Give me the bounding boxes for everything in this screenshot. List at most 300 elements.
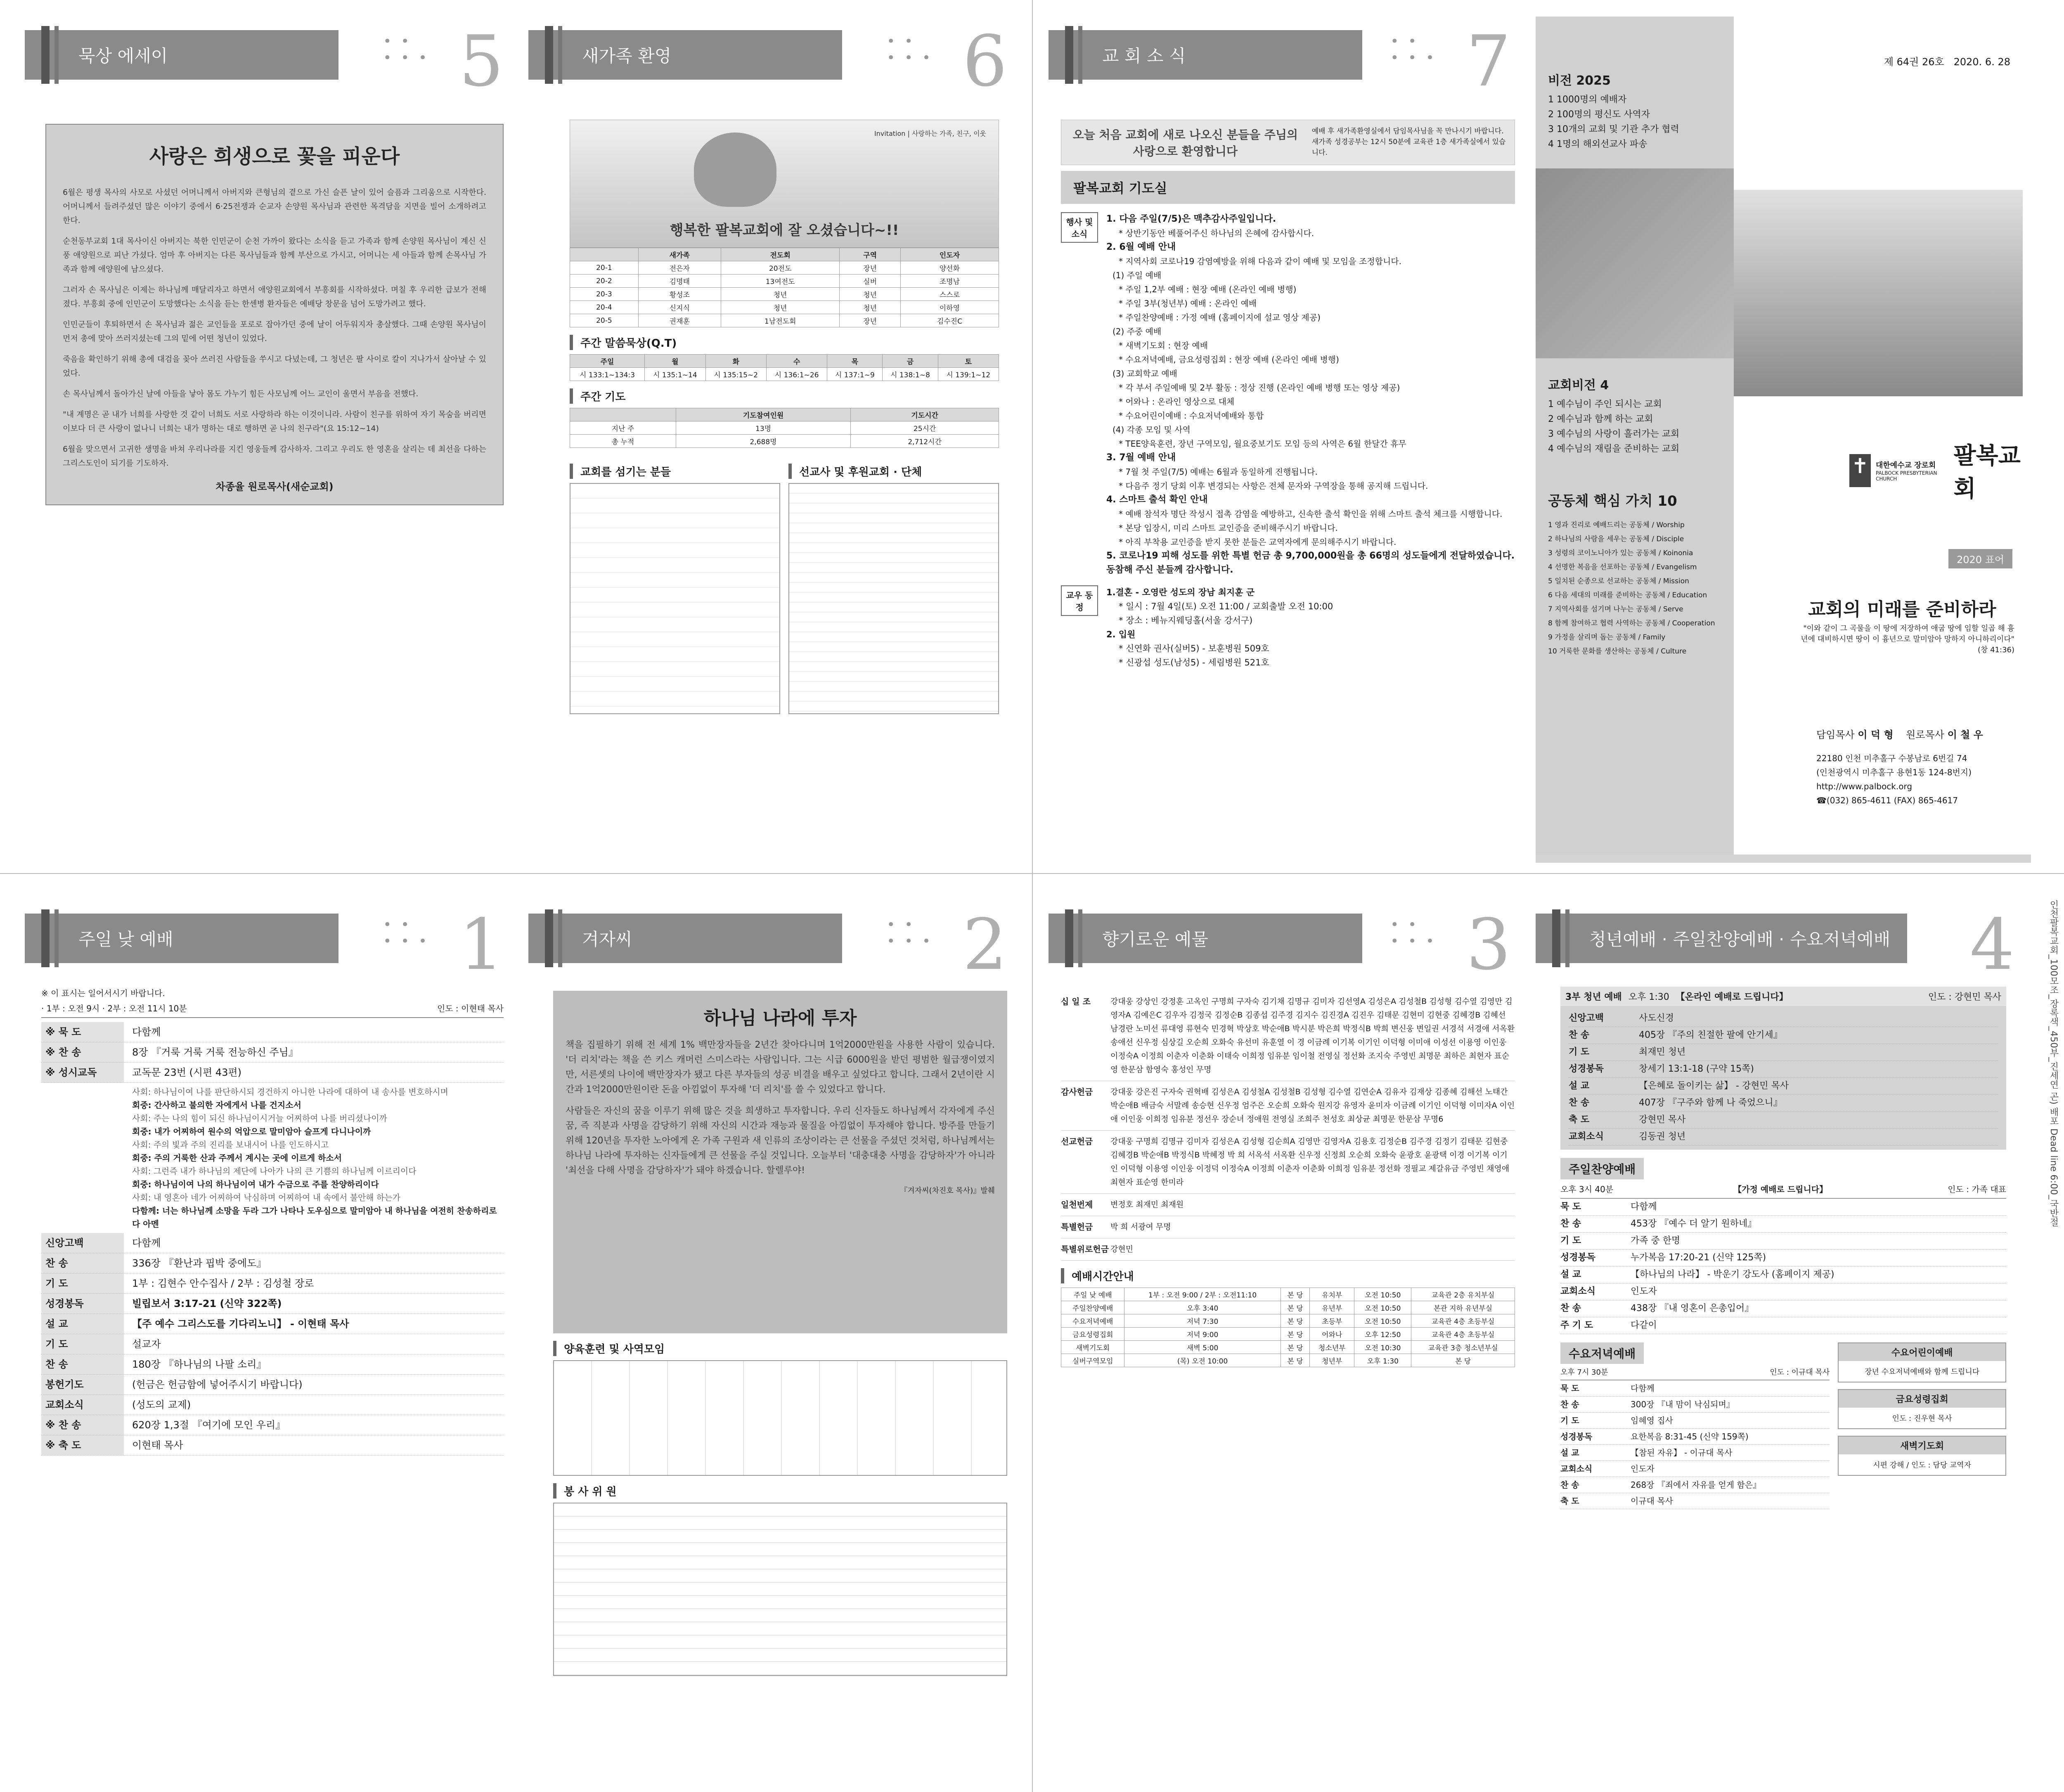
order-value: 【참된 자유】 - 이규대 목사 — [1631, 1448, 1733, 1458]
offering-names: 강대웅 강은진 구자숙 권혁배 김성은A 김성철A 김성철B 김성형 김수열 김연순A 김유자 김재상 김종혜 김해선 노태간 박순애B 배금숙 서말례 송승현 신우정 엄주은 오순희 오화숙 원지강 유영자 윤미자 이금례 이기인 이덕형 이미자A 이인애 이인웅 이희정 임유분 정선우 장순녀 정애원 전영실 조희주 천성호 최상균 최명문 한문삼 무명6 — [1110, 1087, 1515, 1124]
order-label: 기 도 — [41, 1334, 124, 1354]
schedule-cell: 본 당 — [1281, 1354, 1309, 1367]
side-service-detail: 인도 : 진우현 목사 — [1892, 1414, 1952, 1423]
service-committee-title: 봉 사 위 원 — [553, 1483, 1007, 1498]
schedule-cell: 본관 지하 유년부실 — [1411, 1301, 1515, 1314]
schedule-cell: 오전 10:50 — [1354, 1288, 1411, 1301]
church-building-photo — [1734, 190, 2023, 396]
church-vision-item: 4 예수님의 재림을 준비하는 교회 — [1548, 444, 1680, 454]
responsive-line: 사회: 그런즉 내가 하나님의 제단에 나아가 나의 큰 기쁨의 하나님께 이르리이다 — [132, 1166, 417, 1176]
order-label: ※ 성시교독 — [41, 1063, 124, 1082]
newcomer-header-cell: 전도회 — [721, 248, 840, 261]
prayer-table — [570, 408, 999, 448]
value-item: 1 영과 진리로 예배드리는 공동체 / Worship — [1548, 521, 1685, 529]
schedule-cell: 오전 10:50 — [1354, 1301, 1411, 1314]
prayer-header-cell — [570, 408, 676, 421]
side-service-box — [1838, 1342, 2006, 1382]
motto: 교회의 미래를 준비하라 — [1808, 599, 1996, 620]
offering-category: 특별헌금 — [1061, 1222, 1093, 1232]
order-value: 268장 『죄에서 자유를 얻게 함은』 — [1631, 1480, 1761, 1490]
order-value: 가족 중 한명 — [1631, 1236, 1681, 1246]
prayer-row — [570, 435, 999, 448]
welcome-banner — [1061, 120, 1515, 165]
page-number: 6 — [962, 21, 1007, 102]
decor-dots: • • • • • — [1390, 33, 1437, 66]
order-label: 설 교 — [41, 1314, 124, 1334]
order-row — [1569, 1061, 1998, 1078]
newcomer-cell: 청년 — [721, 301, 840, 314]
order-value: 1부 : 김현수 안수집사 / 2부 : 김성철 장로 — [132, 1278, 314, 1289]
order-row — [1560, 1397, 1830, 1413]
tab-title: 청년예배 · 주일찬양예배 · 수요저녁예배 — [1589, 929, 1891, 949]
page-tab — [1049, 914, 1362, 963]
values-title: 공동체 핵심 가치 10 — [1548, 493, 1677, 509]
news-item: (2) 주중 예배 — [1112, 327, 1162, 336]
schedule-cell: 본 당 — [1281, 1328, 1309, 1341]
welcome-note: 예배 후 새가족환영실에서 담임목사님을 꼭 만나시기 바랍니다. — [1311, 127, 1504, 135]
order-row — [1569, 1078, 1998, 1095]
prayer-room-banner — [1061, 171, 1515, 204]
newcomer-row — [570, 314, 999, 327]
website-link[interactable]: http://www.palbock.org — [1816, 781, 1913, 791]
order-row — [1569, 1129, 1998, 1146]
order-value: 【주 예수 그리스도를 기다리노니】 - 이현태 목사 — [132, 1318, 349, 1330]
order-label: 찬 송 — [1560, 1219, 1581, 1229]
church-vision-list — [1548, 397, 1721, 457]
newcomer-cell: 전은자 — [638, 261, 721, 275]
schedule-cell: 어와나 — [1310, 1328, 1354, 1341]
responsive-line: 회중: 주의 거룩한 산과 주께서 계시는 곳에 이르게 하소서 — [132, 1153, 342, 1163]
wed-time: 오후 7시 30분 — [1560, 1368, 1608, 1377]
schedule-cell: 본 당 — [1281, 1341, 1309, 1354]
offering-list — [1061, 991, 1515, 1261]
newcomer-cell: 청년 — [840, 301, 900, 314]
value-item: 8 함께 참여하고 협력 사역하는 공동체 / Cooperation — [1548, 619, 1715, 627]
news-item: * 다음주 정기 당회 이후 변경되는 사항은 전체 문자와 구역장을 통해 공지해 드립니다. — [1119, 481, 1428, 491]
church-vision-title: 교회비전 4 — [1548, 378, 1609, 393]
newcomer-cell: 김수진C — [900, 314, 999, 327]
print-margin-note: 인천팔복교회_100모조_장록색_450부_진세연 곤) 배포 Dead line 6:00_국반절 — [2048, 900, 2059, 1227]
order-row — [1560, 1199, 2006, 1216]
column-source: 『겨자씨(차진호 목사)』발췌 — [900, 1186, 995, 1195]
order-row — [41, 1375, 504, 1395]
qt-cell: 시 135:15~2 — [705, 368, 766, 381]
schedule-cell: 주일 낮 예배 — [1061, 1288, 1124, 1301]
pastor-name: 이 덕 형 — [1858, 729, 1894, 741]
newcomer-row — [570, 275, 999, 288]
address: 22180 인천 미추홀구 수봉남로 6번길 74 — [1816, 753, 1967, 763]
schedule-row — [1061, 1341, 1515, 1354]
year-label: 2020 표어 — [1948, 549, 2012, 568]
offering-category: 감사헌금 — [1061, 1087, 1093, 1097]
newcomer-cell: 김명태 — [638, 275, 721, 288]
order-value: 453장 『예수 더 알기 원하네』 — [1631, 1219, 1757, 1229]
newcomer-cell: 20-5 — [570, 314, 639, 327]
offering-row — [1061, 1216, 1515, 1238]
church-vision-item: 2 예수님과 함께 하는 교회 — [1548, 414, 1653, 424]
welcome-text: 행복한 팔복교회에 잘 오셨습니다~!! — [670, 222, 899, 239]
pastor-label: 담임목사 — [1816, 729, 1855, 741]
elder-name: 이 철 우 — [1947, 729, 1983, 741]
qt-table — [570, 354, 999, 381]
page-number: 1 — [459, 904, 504, 986]
schedule-title: 예배시간안내 — [1061, 1268, 1515, 1283]
missions-table — [788, 483, 999, 714]
order-value: 김동권 청년 — [1639, 1132, 1686, 1142]
church-name-en: PALBOCK PRESBYTERIAN CHURCH — [1875, 470, 1937, 482]
essay-paragraph: 6월을 맞으면서 고귀한 생명을 바쳐 우리나라를 지킨 영웅들께 감사하자. 그리고 우리도 한 영혼을 살리는 데 최선을 다하는 그리스도인이 되기를 기도하자. — [63, 445, 486, 468]
fold-line-vertical — [1032, 0, 1033, 1792]
church-vision-item: 1 예수님이 주인 되시는 교회 — [1548, 399, 1662, 410]
offering-row — [1061, 991, 1515, 1081]
vision-title: 비전 2025 — [1548, 73, 1611, 88]
newcomer-cell: 이하영 — [900, 301, 999, 314]
essay-title: 사랑은 희생으로 꽃을 피운다 — [149, 145, 400, 168]
offering-names: 강대웅 강상인 강정훈 고옥인 구명희 구자숙 김기채 김명규 김미자 김선영A 김성은A 김성철B 김성형 김수열 김영만 김영자A 김예은C 김우자 김정국 김정순B 김종섭 김주경 김지수 김진경A 김진우 김태문 김현미 김현중 김혜경B 김혜선 남경란 노미선 류대영 류현숙 민경혁 박상호 박순애B 박시분 박은희 박정식B 박희 변신웅 변일권 서경석 서경애 서옥환 송애선 신우정 심상길 오순희 오화숙 유선미 유훈열 이 경 이금례 이기복 이기인 이덕형 이미애 이성선 이용영 이인웅 이정숙A 이정희 이춘자 이춘화 이태숙 이희정 임유분 임이철 전영실 정선화 조지숙 주영빈 최명문 최하은 최현자 표순영 한문삼 함영숙 홍성인 무명 — [1110, 997, 1515, 1074]
denomination: 대한예수교 장로회 — [1875, 461, 1936, 470]
order-label: 기 도 — [41, 1274, 124, 1293]
order-label: 성경봉독 — [1560, 1252, 1596, 1263]
essay-paragraph: 손 목사님께서 돌아가신 날에 아들을 낳아 몸도 가누기 힘든 사모님께 어느 교인이 울면서 부음을 전했다. — [63, 389, 419, 398]
qt-header-cell: 수 — [766, 355, 827, 368]
schedule-row — [1061, 1314, 1515, 1328]
order-label: 기 도 — [1560, 1236, 1581, 1246]
issue-number: 제 64권 26호 — [1884, 56, 1944, 68]
news-item: * 상반기동안 베풀어주신 하나님의 은혜에 감사합시다. — [1119, 228, 1314, 238]
responsive-line: 다함께: 너는 하나님께 소망을 두라 그가 나타나 도우심으로 말미암아 내 하나님을 여전히 찬송하리로다 아멘 — [132, 1206, 497, 1229]
essay-paragraph: 순천동부교회 1대 목사이신 아버지는 북한 인민군이 순천 가까이 왔다는 소식을 듣고 가족과 함께 손양원 목사님이 계신 신풍 애양원으로 피난 가셨다. 엄마 후 아버지는 다른 목사님들과 함께 부산으로 가시고, 어머니는 세 아들과 함께 손목사님 가족과 함께 애양원에 남으셨다. — [63, 237, 486, 274]
order-row — [1569, 1044, 1998, 1061]
order-row — [41, 1415, 504, 1435]
news-item: 2. 6월 예배 안내 — [1106, 242, 1176, 252]
order-label: 성경봉독 — [1560, 1432, 1593, 1442]
order-label: 성경봉독 — [1569, 1064, 1604, 1074]
side-service-title: 금요성령집회 — [1839, 1390, 2005, 1408]
tab-title: 새가족 환영 — [582, 45, 672, 66]
welcome-banner — [570, 120, 999, 248]
prayer-header-cell: 기도시간 — [851, 408, 999, 421]
praise-leader: 인도 : 가족 대표 — [1948, 1184, 2006, 1194]
elder-label: 원로목사 — [1906, 729, 1944, 741]
schedule-cell: 금요성령집회 — [1061, 1328, 1124, 1341]
order-label: 묵 도 — [1560, 1202, 1581, 1212]
newcomer-header-cell — [570, 248, 639, 261]
order-label: 묵 도 — [1560, 1383, 1579, 1393]
order-row — [1569, 1027, 1998, 1044]
offering-category: 선교헌금 — [1061, 1136, 1093, 1146]
order-value: 다함께 — [1631, 1383, 1655, 1393]
vision-item: 1 1000명의 예배자 — [1548, 95, 1627, 105]
offering-category: 십 일 조 — [1061, 997, 1091, 1006]
newcomer-cell: 20-4 — [570, 301, 639, 314]
order-row — [1560, 1493, 1830, 1509]
schedule-cell: 유년부 — [1310, 1301, 1354, 1314]
qt-header-cell: 토 — [938, 355, 999, 368]
tab-title: 묵상 에세이 — [78, 45, 168, 66]
order-row — [1569, 1112, 1998, 1129]
wed-leader: 인도 : 이규대 목사 — [1770, 1368, 1830, 1377]
side-service-title: 새벽기도회 — [1839, 1437, 2005, 1454]
qt-cell: 시 133:1~134:3 — [570, 368, 645, 381]
side-services — [1838, 1342, 2006, 1509]
schedule-cell: 청소년부 — [1310, 1341, 1354, 1354]
news-item: * 주일찬양예배 : 가정 예배 (홈페이지에 설교 영상 제공) — [1119, 312, 1321, 322]
side-service-title: 수요어린이예배 — [1839, 1343, 2005, 1361]
qt-header-cell: 주일 — [570, 355, 645, 368]
schedule-cell: 본 당 — [1281, 1314, 1309, 1328]
schedule-cell: 교육관 3층 청소년부실 — [1411, 1341, 1515, 1354]
page-2 — [528, 900, 1024, 1746]
schedule-cell: 오후 3:40 — [1124, 1301, 1281, 1314]
prayer-cell: 13명 — [676, 421, 850, 435]
value-item: 9 가정을 살리며 돕는 공동체 / Family — [1548, 633, 1666, 642]
order-row — [41, 1022, 504, 1042]
side-service-detail: 장년 수요저녁예배와 함께 드립니다 — [1865, 1368, 1980, 1376]
order-value: 【하나님의 나라】 - 박운기 강도사 (홈페이지 제공) — [1631, 1269, 1834, 1280]
offering-row — [1061, 1194, 1515, 1216]
people-item: 1.결혼 - 오영란 성도의 장남 최지훈 군 — [1106, 587, 1255, 597]
responsive-line: 회중: 내가 어찌하여 원수의 억압으로 말미암아 슬프게 다니나이까 — [132, 1127, 371, 1136]
news-item: * 새벽기도회 : 현장 예배 — [1119, 341, 1208, 350]
order-value: 다함께 — [132, 1237, 161, 1249]
newcomer-cell: 20-1 — [570, 261, 639, 275]
schedule-cell: 본 당 — [1281, 1301, 1309, 1314]
essay-paragraph: 인민군들이 후퇴하면서 손 목사님과 젊은 교인들을 포로로 잡아가던 중에 날이 어두워지자 총살했다. 그때 손양원 목사님이 먼저 총에 맞아 쓰러지셨는데 그의 밑에 어떤 청년이 있었다. — [63, 320, 486, 343]
wed-title: 수요저녁예배 — [1560, 1342, 1644, 1364]
order-label: 기 도 — [1560, 1416, 1579, 1425]
servants-table — [570, 483, 780, 714]
news-item: * 주일 1,2부 예배 : 현장 예배 (온라인 예배 병행) — [1119, 284, 1297, 294]
order-label: 교회소식 — [41, 1395, 124, 1415]
news-item: * 본당 입장시, 미리 스마트 교인증을 준비해주시기 바랍니다. — [1119, 523, 1338, 533]
news-item: 5. 코로나19 피해 성도를 위한 특별 헌금 총 9,700,000원을 총 66명의 성도들에게 전달하였습니다. 동참해 주신 분들께 감사합니다. — [1106, 551, 1515, 575]
order-label: ※ 찬 송 — [41, 1042, 124, 1062]
schedule-cell: 교육관 2층 유치부실 — [1411, 1288, 1515, 1301]
value-item: 4 선명한 복음을 선포하는 공동체 / Evangelism — [1548, 563, 1697, 571]
prayer-header-cell: 기도참여인원 — [676, 408, 850, 421]
order-label: 교회소식 — [1569, 1132, 1604, 1142]
offering-row — [1061, 1238, 1515, 1261]
people-item: 2. 입원 — [1106, 630, 1136, 639]
training-title: 양육훈련 및 사역모임 — [553, 1341, 1007, 1356]
order-value: 407장 『구주와 함께 나 죽었으니』 — [1639, 1098, 1782, 1108]
schedule-cell: 오후 1:30 — [1354, 1354, 1411, 1367]
tab-title: 주일 낮 예배 — [78, 929, 173, 949]
order-value: 빌립보서 3:17-21 (신약 322쪽) — [132, 1298, 282, 1309]
newcomer-cell: 1남전도회 — [721, 314, 840, 327]
order-row — [1560, 1233, 2006, 1250]
order-label: 교회소식 — [1560, 1464, 1593, 1474]
newcomer-row — [570, 261, 999, 275]
order-label: 신앙고백 — [41, 1233, 124, 1253]
newcomer-cell: 13여전도 — [721, 275, 840, 288]
page-tab — [25, 30, 338, 80]
motto-verse: "이와 같이 그 곡물을 이 땅에 저장하여 애굽 땅에 임할 일곱 해 흉년에 대비하시면 땅이 이 흉년으로 말미암아 망하지 아니하리이다" (창 41:36) — [1801, 624, 2014, 654]
essay-paragraph: 그러자 손 목사님은 이제는 하나님께 매달리자고 하면서 애양원교회에서 부흥회를 시작하셨다. 며칠 후 우리한 급보가 전해졌다. 부흥회 중에 인민군이 도망했다는 소식을 듣는 한센병 환자들은 예배당 창문을 넘어 도망가려고 했다. — [63, 285, 486, 308]
order-row — [41, 1253, 504, 1274]
wed-order — [1560, 1380, 1830, 1509]
news-item: 3. 7월 예배 안내 — [1106, 452, 1176, 463]
news-item: * 어와나 : 온라인 영상으로 대체 — [1119, 397, 1235, 407]
schedule-cell: 오전 10:30 — [1354, 1341, 1411, 1354]
worship-order — [41, 1022, 504, 1456]
page-number: 7 — [1466, 21, 1511, 102]
newcomer-cell: 권재훈 — [638, 314, 721, 327]
youth-time: 오후 1:30 — [1628, 992, 1669, 1002]
value-item: 10 거룩한 문화를 생산하는 공동체 / Culture — [1548, 647, 1687, 656]
order-row — [1560, 1266, 2006, 1283]
order-row — [41, 1274, 504, 1294]
order-row — [1560, 1380, 1830, 1397]
essay-signature: 차종율 원로목사(새순교회) — [215, 481, 334, 492]
schedule-cell: 교육관 4층 초등부실 — [1411, 1328, 1515, 1341]
order-value: 336장 『환난과 핍박 중에도』 — [132, 1257, 267, 1269]
order-row — [1560, 1250, 2006, 1266]
order-row — [41, 1354, 504, 1375]
congregation-photo — [1536, 168, 1734, 358]
cross-icon: ✝ — [1849, 454, 1871, 487]
prayer-cell: 2,712시간 — [851, 435, 999, 448]
order-value: 438장 『내 영혼이 은총입어』 — [1631, 1303, 1754, 1314]
order-row — [41, 1395, 504, 1415]
newcomer-cell: 20-2 — [570, 275, 639, 288]
schedule-cell: 저녁 9:00 — [1124, 1328, 1281, 1341]
prayer-cell: 지난 주 — [570, 421, 676, 435]
order-label: 축 도 — [1569, 1115, 1590, 1125]
essay-paragraph: 6월은 평생 목사의 사모로 사셨던 어머니께서 아버지와 큰형님의 곁으로 가신 슬픈 날이 있어 슬픔과 그리움으로 시작한다. 어머니께서 들려주셨던 많은 이야기 중에서 6·25전쟁과 순교자 손양원 목사님과 관련한 목격담을 지면을 빌어 소개하려고 한다. — [63, 188, 486, 225]
people-item: * 일시 : 7월 4일(토) 오전 11:00 / 교회출발 오전 10:00 — [1119, 601, 1333, 611]
page-3 — [1049, 900, 1527, 1746]
schedule-cell: 본 당 — [1281, 1288, 1309, 1301]
newcomer-row — [570, 288, 999, 301]
order-row — [1560, 1461, 1830, 1477]
offering-names: 강대웅 구명희 김명규 김미자 김성은A 김성형 김순희A 김영만 김영자A 김용호 김정순B 김주경 김정기 김태문 김현중 김혜경B 박순애B 박정식B 박혜정 박 희 서옥석 서옥환 신우정 신정희 오순희 오화숙 윤광호 윤광택 이경 이기복 이기인 이덕형 이용영 이인웅 이정덕 이정숙A 이정희 이춘자 이춘화 이희정 임유분 정선화 정필교 제갈유금 주영빈 채영애 최현자 표순영 한미라 — [1110, 1137, 1510, 1187]
order-value: 교독문 23번 (시편 43편) — [132, 1067, 241, 1078]
newcomer-header-cell: 구역 — [840, 248, 900, 261]
schedule-cell: 저녁 7:30 — [1124, 1314, 1281, 1328]
page-tab — [25, 914, 338, 963]
order-label: 찬 송 — [1560, 1480, 1579, 1490]
page-6 — [528, 17, 1024, 863]
prayer-row — [570, 421, 999, 435]
order-label: 찬 송 — [41, 1253, 124, 1273]
schedule-cell: 새벽 5:00 — [1124, 1341, 1281, 1354]
responsive-line: 사회: 내 영혼아 네가 어찌하여 낙심하며 어찌하여 내 속에서 불안해 하는가 — [132, 1193, 400, 1203]
page-tab — [528, 914, 842, 963]
service-leader: 인도 : 이현태 목사 — [437, 1004, 504, 1013]
qt-cell: 시 137:1~9 — [827, 368, 883, 381]
qt-header-cell: 월 — [645, 355, 705, 368]
order-value: 요한복음 8:31-45 (신약 159쪽) — [1631, 1432, 1749, 1442]
prayer-cell: 총 누적 — [570, 435, 676, 448]
schedule-cell: 오전 10:50 — [1354, 1314, 1411, 1328]
page-number: 3 — [1466, 904, 1511, 986]
offering-names: 변정호 최재민 최재원 — [1110, 1200, 1184, 1209]
essay-paragraph: 죽음을 확인하기 위해 총에 대검을 꽂아 쓰러진 사람들을 쑤시고 다녔는데, 그 청년은 팔 사이로 칼이 지나가서 살아날 수 있었다. — [63, 355, 486, 378]
qt-cell: 시 138:1~8 — [883, 368, 938, 381]
schedule-cell: 교육관 4층 초등부실 — [1411, 1314, 1515, 1328]
newcomer-cell: 황성조 — [638, 288, 721, 301]
missions-title: 선교사 및 후원교회 · 단체 — [788, 464, 999, 479]
schedule-row — [1061, 1301, 1515, 1314]
people-label: 교우 동정 — [1061, 585, 1098, 616]
mustard-seed-box — [553, 991, 1007, 1333]
people-item: * 신연화 권사(실버5) - 보훈병원 509호 — [1119, 644, 1269, 653]
order-value: 이규대 목사 — [1631, 1496, 1673, 1506]
news-label: 행사 및 소식 — [1061, 212, 1098, 243]
order-value: 최재민 청년 — [1639, 1047, 1686, 1057]
page-tab — [528, 30, 842, 80]
invitation-text: Invitation | 사랑하는 가족, 친구, 이웃 — [874, 130, 986, 137]
order-row — [1569, 1095, 1998, 1112]
page-1 — [25, 900, 520, 1746]
order-label: 기 도 — [1569, 1047, 1590, 1057]
qt-title: 주간 말씀묵상(Q.T) — [570, 335, 999, 350]
schedule-row — [1061, 1288, 1515, 1301]
decor-dots: • • • • • — [1390, 916, 1437, 949]
order-value: 300장 『내 맘이 낙심되며』 — [1631, 1399, 1735, 1409]
order-row — [1569, 1010, 1998, 1027]
order-label: ※ 찬 송 — [41, 1415, 124, 1435]
tab-title: 겨자씨 — [582, 929, 632, 949]
page-number: 5 — [459, 21, 504, 102]
praise-note: 【가정 예배로 드립니다】 — [1733, 1184, 1828, 1194]
news-list — [1098, 212, 1515, 577]
standing-note: ※ 이 표시는 일어서시기 바랍니다. — [41, 988, 165, 998]
order-row — [41, 1435, 504, 1456]
people-item: * 신광섭 성도(남성5) - 세림병원 521호 — [1119, 658, 1269, 668]
praise-time: 오후 3시 40분 — [1560, 1184, 1614, 1194]
tab-title: 교 회 소 식 — [1102, 45, 1186, 66]
phone: ☎(032) 865-4611 (FAX) 865-4617 — [1816, 795, 1958, 805]
order-label: 교회소식 — [1560, 1286, 1596, 1297]
newcomer-cell: 20전도 — [721, 261, 840, 275]
vision-list — [1548, 92, 1721, 152]
page-tab — [1536, 914, 1907, 963]
order-value: 강현민 목사 — [1639, 1115, 1686, 1125]
schedule-cell: 본 당 — [1411, 1354, 1515, 1367]
order-label: 신앙고백 — [1569, 1013, 1604, 1023]
order-row — [41, 1233, 504, 1253]
value-item: 2 하나님의 사람을 세우는 공동체 / Disciple — [1548, 535, 1684, 543]
page-number: 2 — [962, 904, 1007, 986]
responsive-line: 사회: 주의 빛과 주의 진리를 보내시어 나를 인도하시고 — [132, 1140, 329, 1150]
schedule-cell: 수요저녁예배 — [1061, 1314, 1124, 1328]
qt-header-cell: 화 — [705, 355, 766, 368]
offering-names: 강현민 — [1110, 1245, 1134, 1254]
cover-page — [1536, 17, 2031, 863]
order-label: 설 교 — [1569, 1081, 1590, 1091]
order-value: (헌금은 헌금함에 넣어주시기 바랍니다) — [132, 1379, 303, 1390]
welcome-note: 새가족 성경공부는 12시 50분에 교육관 1층 새가족실에서 있습니다. — [1311, 138, 1506, 157]
page-7 — [1049, 17, 1527, 863]
youth-leader: 인도 : 강현민 목사 — [1928, 992, 2001, 1002]
youth-title: 3부 청년 예배 — [1565, 992, 1622, 1002]
essay-paragraph: "내 계명은 곧 내가 너희를 사랑한 것 같이 너희도 서로 사랑하라 하는 이것이니라. 사람이 친구를 위하여 자기 목숨을 버리면 이보다 더 큰 사랑이 없나니 너희는 내가 명하는 대로 행하면 곧 나의 친구라"(요 15:12~14) — [63, 410, 486, 433]
value-item: 5 일치된 순종으로 선교하는 공동체 / Mission — [1548, 577, 1689, 585]
people-item: * 장소 : 베뉴지웨딩홀(서울 강서구) — [1119, 615, 1253, 625]
order-label: ※ 축 도 — [41, 1435, 124, 1455]
decor-dots: • • • • • — [887, 33, 933, 66]
order-value: 인도자 — [1631, 1286, 1657, 1297]
order-value: 405장 『주의 친절한 팔에 안기세』 — [1639, 1030, 1782, 1040]
order-label: 설 교 — [1560, 1448, 1579, 1458]
page-4 — [1536, 900, 2031, 1746]
news-item: * 수요저녁예배, 금요성령집회 : 현장 예배 (온라인 예배 병행) — [1119, 355, 1339, 365]
order-row — [1560, 1429, 1830, 1445]
order-value: 창세기 13:1-18 (구약 15쪽) — [1639, 1064, 1754, 1074]
order-label: 찬 송 — [1560, 1399, 1579, 1409]
